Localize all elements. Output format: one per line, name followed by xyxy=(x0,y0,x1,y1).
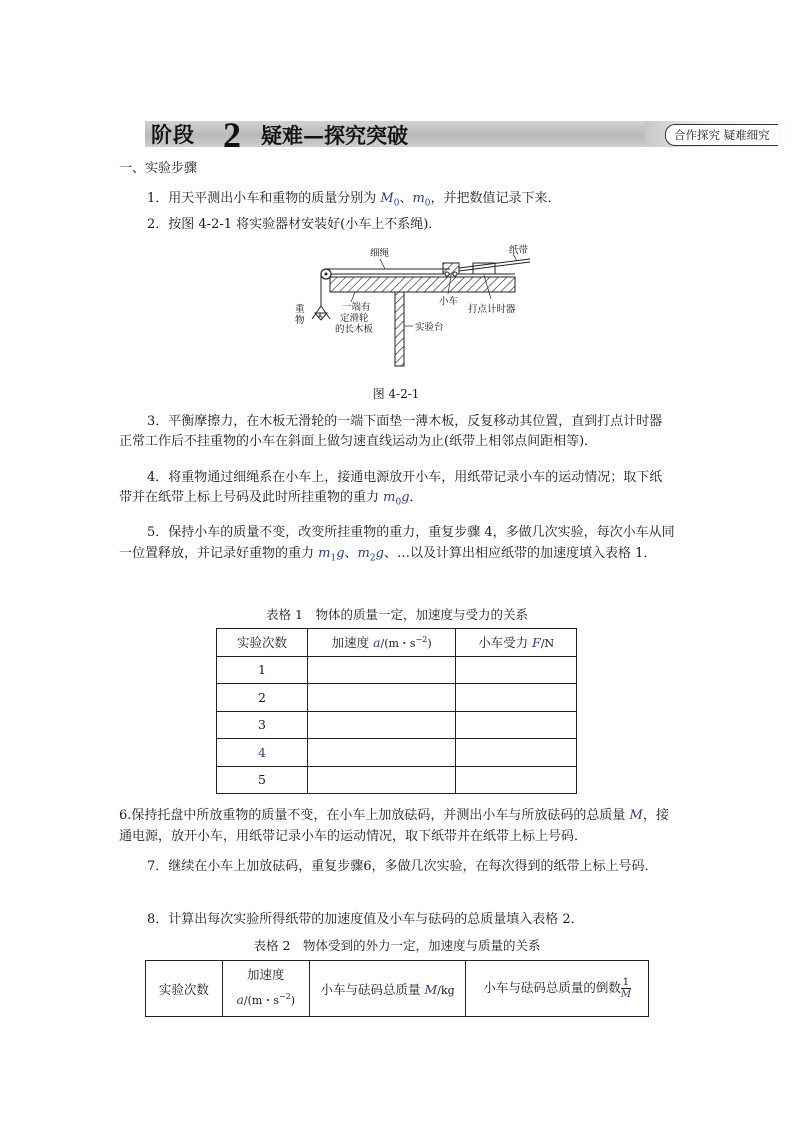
table-row: 2 xyxy=(217,684,577,712)
label-tape: 纸带 xyxy=(509,245,529,256)
leader-rope xyxy=(380,259,385,269)
label-stand: 实验台 xyxy=(415,322,444,333)
table1-header-trial: 实验次数 xyxy=(217,629,308,657)
step-7: 7．继续在小车上加放砝码，重复步骤6，多做几次实验，在每次得到的纸带上标上号码． xyxy=(147,859,658,874)
label-cart: 小车 xyxy=(439,296,459,307)
section-banner xyxy=(145,115,794,155)
leader-board xyxy=(351,292,355,302)
step-1: 1．用天平测出小车和重物的质量分别为 $M_0$、$m_0$，并把数值记录下来． xyxy=(147,191,561,209)
cart-wheel-1 xyxy=(445,272,449,276)
weight-mark: A xyxy=(318,313,323,320)
label-timer: 打点计时器 xyxy=(468,304,516,315)
table-row: 1 xyxy=(217,656,577,684)
stage-label: 阶段 xyxy=(151,122,195,147)
label-board-2: 定滑轮 xyxy=(340,313,369,324)
apparatus-figure xyxy=(285,244,535,374)
table2-header-trial: 实验次数 xyxy=(146,961,223,1017)
label-rope: 细绳 xyxy=(370,248,390,259)
cart-wheel-2 xyxy=(453,272,457,276)
table-row: 4 xyxy=(217,739,577,767)
banner-tag: 合作探究 疑难细究 xyxy=(665,124,778,146)
table-2 xyxy=(145,960,649,1017)
step-8: 8．计算出每次实验所得纸带的加速度值及小车与砝码的总质量填入表格 2． xyxy=(147,912,584,927)
label-weight-1: 重 xyxy=(295,304,305,315)
figure-caption: 图 4-2-1 xyxy=(372,387,420,401)
table-row: 3 xyxy=(217,711,577,739)
step-6: 6.保持托盘中所放重物的质量不变，在小车上加放砝码，并测出小车与所放砝码的总质量 M，接通电源，放开小车，用纸带记录小车的运动情况，取下纸带并在纸带上标上号码． xyxy=(119,808,669,844)
table-row: 5 xyxy=(217,766,577,794)
step-5: 5．保持小车的质量不变，改变所挂重物的重力，重复步骤 4，多做几次实验，每次小车从同一位置释放，并记录好重物的重力 $m_1g$、$m_2g$、…以及计算出相应纸带的加速度填入表格 1． xyxy=(119,525,675,564)
table1-header-row xyxy=(217,629,577,657)
label-board-3: 的长木板 xyxy=(335,324,374,335)
stage-number: 2 xyxy=(223,115,241,155)
step-4: 4．将重物通过细绳系在小车上，接通电源放开小车，用纸带记录小车的运动情况；取下纸带并在纸带上标上号码及此时所挂重物的重力 $m_0g$． xyxy=(119,470,663,508)
stand-post xyxy=(395,292,404,366)
table-1 xyxy=(216,628,577,794)
table2-header-inverse-mass: 小车与砝码总质量的倒数 $\frac{1}{M}$ xyxy=(466,961,649,1017)
section-heading: 一、实验步骤 xyxy=(119,161,198,176)
table2-header-accel: 加速度 a/(m・$s^{-2}$) xyxy=(222,961,309,1017)
pulley-hub xyxy=(325,273,328,276)
table1-header-force: 小车受力 F/N xyxy=(456,629,577,657)
table1-caption: 表格 1 物体的质量一定，加速度与受力的关系 xyxy=(266,607,528,622)
table2-header-mass: 小车与砝码总质量 M/kg xyxy=(309,961,466,1017)
long-board xyxy=(330,277,515,292)
table2-caption: 表格 2 物体受到的外力一定，加速度与质量的关系 xyxy=(253,938,541,953)
step-2: 2．按图 4-2-1 将实验器材安装好(小车上不系绳)． xyxy=(147,217,442,232)
table1-header-accel: 加速度 a/(m・$s^{-2}$) xyxy=(307,629,455,657)
table2-header-row xyxy=(146,961,649,1017)
label-weight-2: 物 xyxy=(295,315,305,326)
step-3: 3．平衡摩擦力，在木板无滑轮的一端下面垫一薄木板，反复移动其位置，直到打点计时器正常工作后不挂重物的小车在斜面上做匀速直线运动为止(纸带上相邻点间距相等)． xyxy=(119,414,663,449)
label-board-1: 一端有 xyxy=(342,302,371,313)
banner-title: 疑难—探究突破 xyxy=(261,123,408,148)
